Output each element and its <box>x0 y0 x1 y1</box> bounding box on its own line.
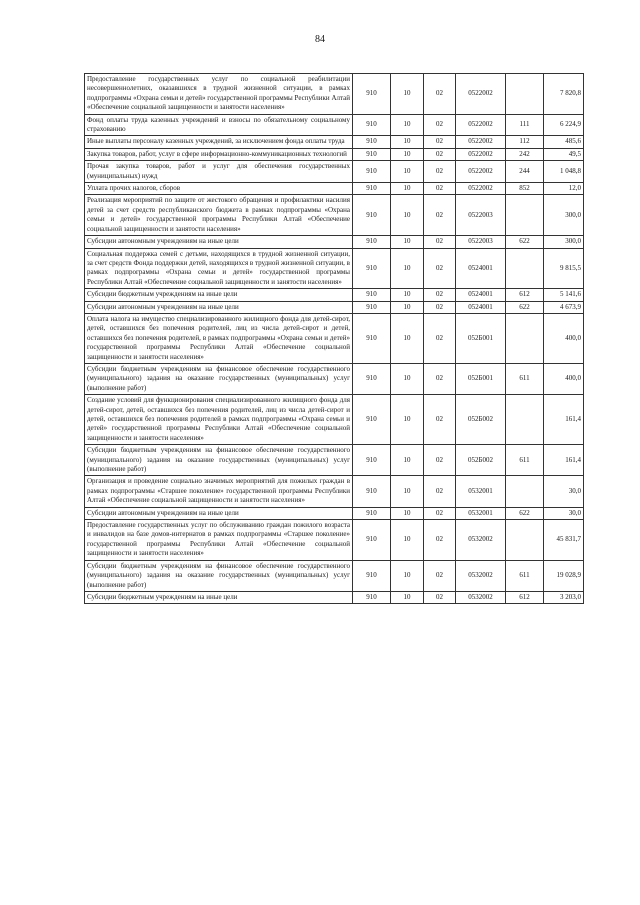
section-code: 10 <box>391 560 424 591</box>
section-code: 10 <box>391 301 424 313</box>
section-code: 10 <box>391 363 424 394</box>
table-row <box>85 114 584 136</box>
subsection-code: 02 <box>424 560 456 591</box>
target-article-code: 0532001 <box>456 507 506 519</box>
expense-type-code: 611 <box>506 445 544 476</box>
row-description: Прочая закупка товаров, работ и услуг для обеспечения государственных (муниципальных) нужд <box>85 161 353 183</box>
expense-type-code: 111 <box>506 114 544 136</box>
expense-type-code <box>506 195 544 236</box>
ministry-code: 910 <box>353 74 391 115</box>
expense-type-code: 612 <box>506 591 544 603</box>
subsection-code: 02 <box>424 183 456 195</box>
budget-table <box>84 73 584 604</box>
target-article-code: 0522002 <box>456 148 506 160</box>
table-row <box>85 301 584 313</box>
expense-type-code: 612 <box>506 289 544 301</box>
amount: 300,0 <box>544 236 584 248</box>
ministry-code: 910 <box>353 560 391 591</box>
expense-type-code: 852 <box>506 183 544 195</box>
amount: 300,0 <box>544 195 584 236</box>
row-description: Фонд оплаты труда казенных учреждений и взносы по обязательному социальному страхованию <box>85 114 353 136</box>
expense-type-code: 622 <box>506 236 544 248</box>
ministry-code: 910 <box>353 236 391 248</box>
target-article-code: 052Б001 <box>456 313 506 363</box>
table-row <box>85 195 584 236</box>
row-description: Предоставление государственных услуг по социальной реабилитации несовершеннолетних, оказавшихся в трудной жизненной ситуации, в рамках подпрограммы «Охрана семьи и детей» государственной программы Республики Алтай «Обеспечение социальной защищенности и занятости населения» <box>85 74 353 115</box>
row-description: Иные выплаты персоналу казенных учреждений, за исключением фонда оплаты труда <box>85 136 353 148</box>
amount: 19 028,9 <box>544 560 584 591</box>
table-row <box>85 560 584 591</box>
section-code: 10 <box>391 183 424 195</box>
table-row <box>85 507 584 519</box>
page-number: 84 <box>315 34 325 45</box>
amount: 12,0 <box>544 183 584 195</box>
row-description: Субсидии автономным учреждениям на иные цели <box>85 301 353 313</box>
amount: 3 203,0 <box>544 591 584 603</box>
table-row <box>85 520 584 561</box>
amount: 30,0 <box>544 476 584 507</box>
ministry-code: 910 <box>353 114 391 136</box>
table-row <box>85 591 584 603</box>
section-code: 10 <box>391 74 424 115</box>
subsection-code: 02 <box>424 476 456 507</box>
ministry-code: 910 <box>353 289 391 301</box>
row-description: Создание условий для функционирования специализированного жилищного фонда для детей-сирот, детей, оставшихся без попечения родителей, лиц из числа детей-сирот и детей, оставшихся без попечения родителей в рамках подпрограммы «Охрана семьи и детей» государственной программы Республики Алтай «Обеспечение социальной защищенности и занятости населения» <box>85 395 353 445</box>
ministry-code: 910 <box>353 248 391 289</box>
row-description: Субсидии бюджетным учреждениям на финансовое обеспечение государственного (муниципального) задания на оказание государственных (муниципальных) услуг (выполнение работ) <box>85 363 353 394</box>
ministry-code: 910 <box>353 395 391 445</box>
target-article-code: 0524001 <box>456 248 506 289</box>
target-article-code: 0522002 <box>456 114 506 136</box>
amount: 5 141,6 <box>544 289 584 301</box>
target-article-code: 0532002 <box>456 560 506 591</box>
section-code: 10 <box>391 248 424 289</box>
table-row <box>85 313 584 363</box>
subsection-code: 02 <box>424 161 456 183</box>
table-row <box>85 289 584 301</box>
subsection-code: 02 <box>424 136 456 148</box>
amount: 161,4 <box>544 445 584 476</box>
section-code: 10 <box>391 148 424 160</box>
subsection-code: 02 <box>424 445 456 476</box>
table-row <box>85 183 584 195</box>
subsection-code: 02 <box>424 148 456 160</box>
section-code: 10 <box>391 114 424 136</box>
row-description: Уплата прочих налогов, сборов <box>85 183 353 195</box>
target-article-code: 052Б001 <box>456 363 506 394</box>
expense-type-code: 242 <box>506 148 544 160</box>
ministry-code: 910 <box>353 363 391 394</box>
subsection-code: 02 <box>424 114 456 136</box>
section-code: 10 <box>391 161 424 183</box>
table-row <box>85 74 584 115</box>
ministry-code: 910 <box>353 136 391 148</box>
subsection-code: 02 <box>424 301 456 313</box>
ministry-code: 910 <box>353 195 391 236</box>
expense-type-code <box>506 313 544 363</box>
section-code: 10 <box>391 236 424 248</box>
row-description: Субсидии бюджетным учреждениям на иные цели <box>85 591 353 603</box>
expense-type-code <box>506 520 544 561</box>
section-code: 10 <box>391 591 424 603</box>
subsection-code: 02 <box>424 520 456 561</box>
row-description: Социальная поддержка семей с детьми, находящихся в трудной жизненной ситуации, за счет средств Фонда поддержки детей, находящихся в трудной жизненной ситуации, в рамках подпрограммы «Охрана семьи и детей» государственной программы Республики Алтай «Обеспечение социальной защищенности и занятости населения» <box>85 248 353 289</box>
row-description: Закупка товаров, работ, услуг в сфере информационно-коммуникационных технологий <box>85 148 353 160</box>
amount: 7 820,8 <box>544 74 584 115</box>
target-article-code: 0522002 <box>456 74 506 115</box>
section-code: 10 <box>391 395 424 445</box>
amount: 9 815,5 <box>544 248 584 289</box>
expense-type-code: 622 <box>506 507 544 519</box>
expense-type-code: 611 <box>506 560 544 591</box>
expense-type-code: 112 <box>506 136 544 148</box>
row-description: Оплата налога на имущество специализированного жилищного фонда для детей-сирот, детей, оставшихся без попечения родителей, лиц из числа детей-сирот и детей, оставшихся без попечения родителей, в рамках подпрограммы «Охрана семьи и детей» государственной программы Республики Алтай «Обеспечение социальной защищенности и занятости населения» <box>85 313 353 363</box>
ministry-code: 910 <box>353 161 391 183</box>
amount: 6 224,9 <box>544 114 584 136</box>
row-description: Предоставление государственных услуг по обслуживанию граждан пожилого возраста и инвалидов на базе домов-интернатов в рамках подпрограммы «Старшее поколение» государственной программы Республики Алтай «Обеспечение социальной защищенности и занятости населения» <box>85 520 353 561</box>
ministry-code: 910 <box>353 313 391 363</box>
table-row <box>85 136 584 148</box>
table-row <box>85 248 584 289</box>
expense-type-code: 611 <box>506 363 544 394</box>
section-code: 10 <box>391 289 424 301</box>
section-code: 10 <box>391 313 424 363</box>
expense-type-code: 244 <box>506 161 544 183</box>
section-code: 10 <box>391 445 424 476</box>
target-article-code: 0522002 <box>456 161 506 183</box>
row-description: Субсидии автономным учреждениям на иные цели <box>85 507 353 519</box>
target-article-code: 0532001 <box>456 476 506 507</box>
amount: 485,6 <box>544 136 584 148</box>
subsection-code: 02 <box>424 248 456 289</box>
table-row <box>85 395 584 445</box>
expense-type-code <box>506 395 544 445</box>
subsection-code: 02 <box>424 313 456 363</box>
ministry-code: 910 <box>353 507 391 519</box>
section-code: 10 <box>391 520 424 561</box>
amount: 400,0 <box>544 313 584 363</box>
subsection-code: 02 <box>424 74 456 115</box>
subsection-code: 02 <box>424 363 456 394</box>
target-article-code: 0532002 <box>456 520 506 561</box>
expense-type-code <box>506 476 544 507</box>
ministry-code: 910 <box>353 520 391 561</box>
row-description: Субсидии автономным учреждениям на иные цели <box>85 236 353 248</box>
expense-type-code <box>506 74 544 115</box>
section-code: 10 <box>391 507 424 519</box>
target-article-code: 0532002 <box>456 591 506 603</box>
ministry-code: 910 <box>353 148 391 160</box>
amount: 45 831,7 <box>544 520 584 561</box>
subsection-code: 02 <box>424 395 456 445</box>
target-article-code: 0524001 <box>456 289 506 301</box>
expense-type-code: 622 <box>506 301 544 313</box>
ministry-code: 910 <box>353 183 391 195</box>
target-article-code: 0524001 <box>456 301 506 313</box>
row-description: Субсидии бюджетным учреждениям на иные цели <box>85 289 353 301</box>
expense-type-code <box>506 248 544 289</box>
ministry-code: 910 <box>353 591 391 603</box>
table-row <box>85 148 584 160</box>
row-description: Реализация мероприятий по защите от жестокого обращения и профилактики насилия детей за счет средств республиканского бюджета в рамках подпрограммы «Охрана семьи и детей» государственной программы Республики Алтай «Обеспечение социальной защищенности и занятости населения» <box>85 195 353 236</box>
table-row <box>85 445 584 476</box>
subsection-code: 02 <box>424 195 456 236</box>
target-article-code: 0522002 <box>456 183 506 195</box>
section-code: 10 <box>391 136 424 148</box>
amount: 49,5 <box>544 148 584 160</box>
row-description: Субсидии бюджетным учреждениям на финансовое обеспечение государственного (муниципального) задания на оказание государственных (муниципальных) услуг (выполнение работ) <box>85 445 353 476</box>
amount: 1 048,8 <box>544 161 584 183</box>
ministry-code: 910 <box>353 476 391 507</box>
subsection-code: 02 <box>424 236 456 248</box>
table-row <box>85 363 584 394</box>
target-article-code: 052Б002 <box>456 445 506 476</box>
section-code: 10 <box>391 476 424 507</box>
section-code: 10 <box>391 195 424 236</box>
row-description: Организация и проведение социально значимых мероприятий для пожилых граждан в рамках подпрограммы «Старшее поколение» государственной программы Республики Алтай «Обеспечение социальной защищенности и занятости населения» <box>85 476 353 507</box>
amount: 30,0 <box>544 507 584 519</box>
subsection-code: 02 <box>424 591 456 603</box>
target-article-code: 0522003 <box>456 236 506 248</box>
ministry-code: 910 <box>353 301 391 313</box>
amount: 4 673,9 <box>544 301 584 313</box>
amount: 161,4 <box>544 395 584 445</box>
table-row <box>85 236 584 248</box>
target-article-code: 052Б002 <box>456 395 506 445</box>
table-row <box>85 161 584 183</box>
amount: 400,0 <box>544 363 584 394</box>
ministry-code: 910 <box>353 445 391 476</box>
target-article-code: 0522002 <box>456 136 506 148</box>
subsection-code: 02 <box>424 289 456 301</box>
subsection-code: 02 <box>424 507 456 519</box>
table-row <box>85 476 584 507</box>
row-description: Субсидии бюджетным учреждениям на финансовое обеспечение государственного (муниципального) задания на оказание государственных (муниципальных) услуг (выполнение работ) <box>85 560 353 591</box>
target-article-code: 0522003 <box>456 195 506 236</box>
